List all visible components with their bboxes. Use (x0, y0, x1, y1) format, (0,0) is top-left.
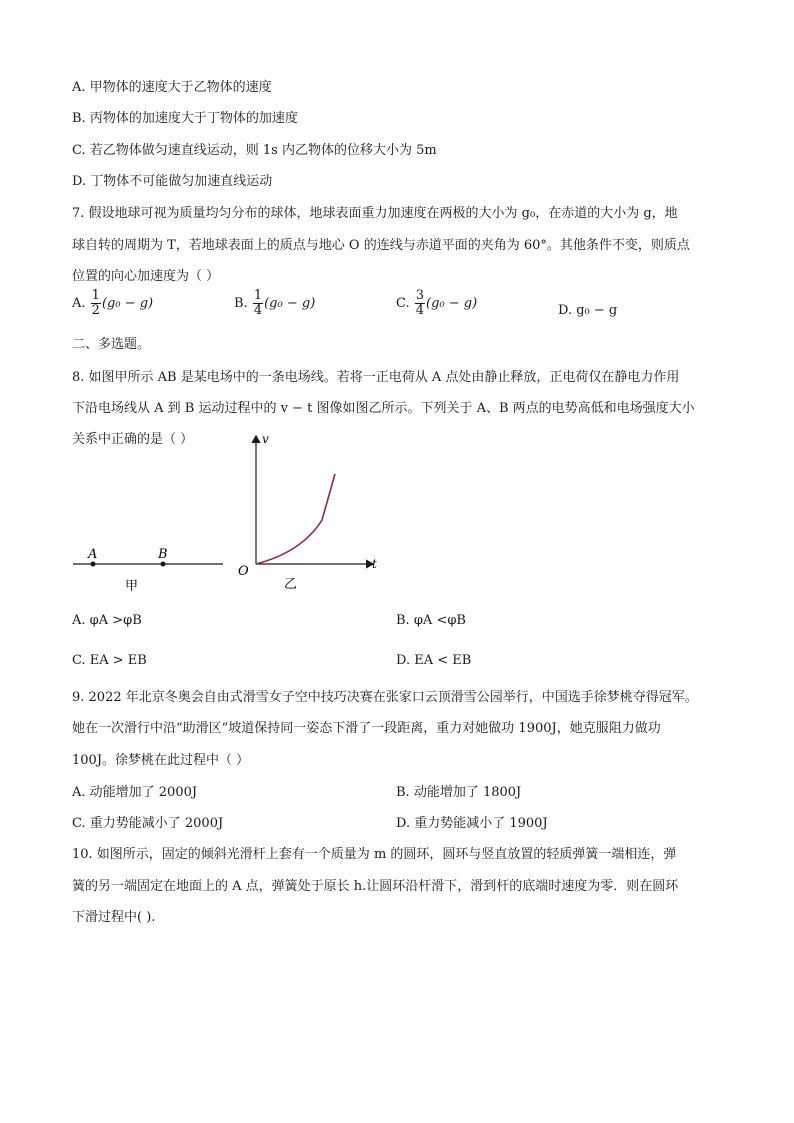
vt-curve (256, 474, 335, 564)
q7-option-c (396, 289, 477, 318)
figure-jia-caption: 甲 (125, 579, 139, 594)
option-letter: B. (234, 296, 248, 311)
option-letter: A. (72, 296, 86, 311)
option-expression: (g₀ − g) (101, 296, 154, 311)
q7-stem-line1: 7. 假设地球可视为质量均匀分布的球体，地球表面重力加速度在两极的大小为 g₀，在赤道的大小为 g，地 (72, 206, 678, 221)
fraction-denominator: 2 (91, 303, 100, 318)
option-expression: g₀ − g (576, 303, 618, 318)
q7-option-a (72, 289, 153, 318)
q7-stem-line2: 球自转的周期为 T，若地球表面上的质点与地心 O 的连线与赤道平面的夹角为 60°。其他条件不变，则质点 (72, 238, 690, 253)
q8-option-a: A. φA >φB (72, 613, 142, 628)
q7-stem-line3: 位置的向心加速度为（ ） (72, 269, 220, 284)
point-b-dot (161, 562, 166, 567)
fraction-denominator: 4 (253, 303, 263, 318)
q7-option-b (234, 289, 315, 318)
option-expression: (g₀ − g) (426, 296, 478, 311)
figure-yi-vt-graph (230, 430, 390, 595)
fraction-numerator: 3 (415, 288, 425, 303)
q9-option-c: C. 重力势能减小了 2000J (72, 816, 224, 831)
option-letter: C. (396, 296, 410, 311)
fraction (91, 289, 101, 318)
fraction-numerator: 1 (253, 288, 263, 303)
option-letter: D. (558, 303, 573, 318)
q9-option-d: D. 重力势能减小了 1900J (396, 816, 548, 831)
point-b-label: B (158, 547, 168, 562)
q9-stem-line3: 100J。徐梦桃在此过程中（ ） (72, 753, 250, 768)
q10-stem-line3: 下滑过程中( ). (72, 910, 156, 925)
fraction-numerator: 1 (91, 288, 100, 303)
t-axis-label: t (372, 557, 377, 571)
origin-label: O (238, 564, 249, 579)
q10-stem-line2: 簧的另一端固定在地面上的 A 点，弹簧处于原长 h.让圆环沿杆滑下，滑到杆的底端时速度为零．则在圆环 (72, 879, 679, 894)
q8-option-d: D. EA < EB (396, 653, 472, 668)
option-expression: (g₀ − g) (264, 296, 316, 311)
q6-option-b: B. 丙物体的加速度大于丁物体的加速度 (72, 111, 298, 126)
q6-option-a: A. 甲物体的速度大于乙物体的速度 (72, 80, 272, 95)
point-a-dot (91, 562, 96, 567)
v-axis-label: v (262, 432, 269, 446)
figure-yi-caption: 乙 (284, 577, 298, 592)
q9-option-b: B. 动能增加了 1800J (396, 785, 522, 800)
q9-option-a: A. 动能增加了 2000J (72, 785, 198, 800)
q8-stem-line2: 下沿电场线从 A 到 B 运动过程中的 v − t 图像如图乙所示。下列关于 A、B 两点的电势高低和电场强度大小 (72, 401, 695, 416)
q8-stem-line1: 8. 如图甲所示 AB 是某电场中的一条电场线。若将一正电荷从 A 点处由静止释放，正电荷仅在静电力作用 (72, 370, 680, 385)
fraction (253, 289, 263, 318)
figure-jia-field-line (60, 530, 240, 600)
q6-option-c: C. 若乙物体做匀速直线运动，则 1s 内乙物体的位移大小为 5m (72, 143, 437, 158)
q9-stem-line1: 9. 2022 年北京冬奥会自由式滑雪女子空中技巧决赛在张家口云顶滑雪公园举行，中国选手徐梦桃夺得冠军。 (72, 690, 698, 705)
q10-stem-line1: 10. 如图所示，固定的倾斜光滑杆上套有一个质量为 m 的圆环，圆环与竖直放置的轻质弹簧一端相连，弹 (72, 847, 677, 862)
section-heading-multiple-choice: 二、多选题。 (72, 337, 151, 352)
q8-stem-line3: 关系中正确的是（ ） (72, 432, 194, 447)
q9-stem-line2: 她在一次滑行中沿“助滑区”坡道保持同一姿态下滑了一段距离，重力对她做功 1900J，她克服阻力做功 (72, 721, 661, 736)
q6-option-d: D. 丁物体不可能做匀加速直线运动 (72, 174, 273, 189)
fraction (415, 289, 425, 318)
point-a-label: A (88, 547, 98, 562)
fraction-denominator: 4 (415, 303, 425, 318)
q8-option-b: B. φA <φB (396, 613, 466, 628)
q8-option-c: C. EA > EB (72, 653, 147, 668)
q7-option-d (558, 303, 617, 318)
